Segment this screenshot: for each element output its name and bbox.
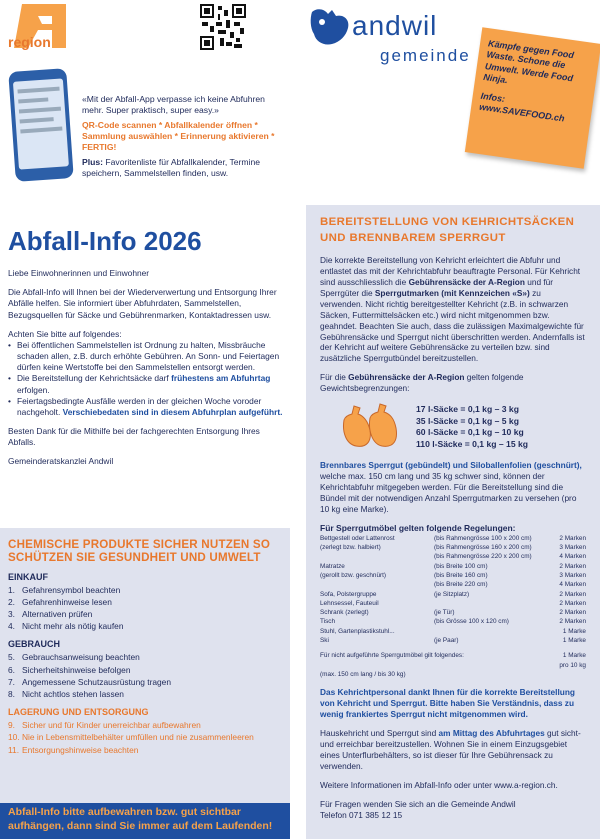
table-row: Schrank (zerlegt) (je Tür) 2 Marken [320,609,586,617]
list-item: • Bei öffentlichen Sammelstellen ist Ordnung zu halten, Missbräuche schaden allen, z.B. durch erhöhte Gebühren. An Sonn- und Feiertagen dürfen keine Wertstoffe bei den Sammelstellen entsorgt werden. [8,340,284,374]
list-item: 11. Entsorgungshinweise beachten [8,744,139,755]
table-row: Für nicht aufgeführte Sperrgutmöbel gilt folgendes: 1 Marke pro 10 kg [320,652,586,669]
table-row: (bis Breite 220 cm) 4 Marken [434,581,586,589]
staff-thanks: Das Kehrichtpersonal dankt Ihnen für die korrekte Bereitstellung von Kehricht und Sperrgut. Bitte haben Sie Verständnis, dass zu wenig frankiertes Sperrgut nicht mitgenommen wird. [320,687,575,719]
lagerung-heading: LAGERUNG UND ENTSORGUNG [8,707,149,718]
table-row: Lehnsessel, Fauteuil 2 Marken [320,599,586,607]
disposal-paragraph: Die korrekte Bereitstellung von Kehricht erleichtert die Abfuhr und entlastet das mit der Kehrichtabfuhr beauftragte Personal. Für Kehricht sind ausschliesslich die Gebührensäcke der A-Region und für Sperrgüter die Sperrgutmarken (mit Kennzeichen «S») zu verwenden. Nicht richtig bereitgestellter Kehricht (z.B. in schwarzen Säcken, Futtermittelsäcken etc.) wird nicht mitgenommen bzw. geahndet. Beachten Sie auch, dass die zulässigen Maximalgewichte für Gebührensäcke und Sperrgut nicht überschritten werden. Andernfalls ist der Kehricht auf weitere Gebührensäcke zu verteilen bzw. sind zusätzliche Sperrgutbündel bereitzustellen. [320,254,585,364]
list-item: 8. Nicht achtlos stehen lassen [8,688,124,699]
weight-intro: Für die Gebührensäcke der A-Region gelten folgende Gewichtsbegrenzungen: [320,372,524,394]
list-item: 2. Gefahrenhinweise lesen [8,596,112,607]
contact-phone: Telefon 071 385 12 15 [320,809,403,820]
table-row: Ski (je Paar) 1 Marke [320,636,586,644]
keep-info-banner: Abfall-Info bitte aufbewahren bzw. gut sichtbar aufhängen, dann sind Sie immer auf dem Laufenden! [0,803,290,839]
gebrauch-heading: GEBRAUCH [8,639,61,650]
list-item: 6. Sicherheitshinweise befolgen [8,664,131,675]
food-waste-sticky-note [465,27,600,168]
table-row: (gerollt bzw. geschnürt) (bis Breite 160 cm) 3 Marken [320,572,586,579]
list-item: 9. Sicher und für Kinder unerreichbar aufbewahren [8,720,201,731]
bag-weight-row: 35 l-Säcke = 0,1 kg – 5 kg [416,415,519,426]
list-item: 5. Gebrauchsanweisung beachten [8,652,140,663]
table-row: (max. 150 cm lang / bis 30 kg) [320,670,406,678]
garbage-bags-icon [340,402,400,448]
thanks-paragraph: Besten Dank für die Mithilfe bei der fachgerechten Entsorgung Ihres Abfalls. [8,426,260,448]
furniture-rules-table [320,534,586,679]
list-item: 3. Alternativen prüfen [8,609,93,620]
page-title: Abfall-Info 2026 [8,226,202,256]
einkauf-heading: EINKAUF [8,571,48,582]
bag-weight-row: 17 l-Säcke = 0,1 kg – 3 kg [416,404,519,415]
list-item: 4. Nicht mehr als nötig kaufen [8,621,124,632]
andwil-subtitle: gemeinde [380,46,471,65]
table-row: Tisch (bis Grösse 100 x 120 cm) 2 Marken [320,618,586,626]
greeting: Liebe Einwohnerinnen und Einwohner [8,268,150,278]
app-steps: QR-Code scannen * Abfallkalender öffnen * Sammlung auswählen * Erinnerung aktivieren * FERTIG! [82,120,275,152]
table-row: (bis Rahmengrösse 220 x 200 cm) 4 Marken [434,553,586,561]
app-quote: «Mit der Abfall-App verpasse ich keine Abfuhren mehr. Super praktisch, super easy.» [82,94,265,115]
bag-weights [320,402,586,452]
bag-weight-row: 110 l-Säcke = 0,1 kg – 15 kg [416,438,529,449]
list-item: • Die Bereitstellung der Kehrichtsäcke darf frühestens am Abfuhrtag erfolgen. [8,373,284,395]
table-row: Sofa, Polstergruppe (je Sitzplatz) 2 Marken [320,590,586,598]
qr-code-icon[interactable] [200,4,246,50]
disposal-panel [306,205,600,839]
region-logo-text: region [8,34,51,50]
table-row: (zerlegt bzw. halbiert) (bis Rahmengrösse 160 x 200 cm) 3 Marken [320,544,586,552]
app-promo [82,94,282,179]
andwil-title: andwil [352,10,438,41]
table-row: Matratze (bis Breite 100 cm) 2 Marken [320,562,586,570]
chemicals-title: CHEMISCHE PRODUKTE SICHER NUTZEN SO SCHÜTZEN SIE GESUNDHEIT UND UMWELT [8,538,271,565]
bulky-waste-paragraph: Brennbares Sperrgut (gebündelt) und Siloballenfolien (geschnürt), welche max. 150 cm lang und 35 kg schwer sind, können der Kehrichtabfuhr mitgegeben werden. Für die Bereitstellung sind die Bündel mit der notwendigen Anzahl Sperrgutmarken zu versehen (pro 10 kg eine Marke). [320,460,582,514]
app-plus-text: Favoritenliste für Abfallkalender, Termine speichern, Sammelstellen finden, usw. [82,157,261,178]
sticky-note-info-link[interactable]: Infos: www.SAVEFOOD.ch [478,90,566,124]
table-row: Bettgestell oder Lattenrost (bis Rahmengrösse 100 x 200 cm) 2 Marken [320,534,586,542]
intro-text [8,268,284,476]
phone-app-image [8,68,74,182]
list-item: 7. Angemessene Schutzausrüstung tragen [8,676,171,687]
table-row: Stuhl, Gartenplastikstuhl... 1 Marke [320,627,586,635]
list-item: 1. Gefahrensymbol beachten [8,584,121,595]
disposal-title: BEREITSTELLUNG VON KEHRICHTSÄCKEN UND BRENNBAREM SPERRGUT [320,216,575,244]
more-info-link[interactable]: Weitere Informationen im Abfall-Info oder unter www.a-region.ch. [320,779,558,790]
signature: Gemeinderatskanzlei Andwil [8,456,114,467]
furniture-rules-heading: Für Sperrgutmöbel gelten folgende Regelungen: [320,522,516,533]
chemicals-panel [0,528,290,827]
app-plus-label: Plus: [82,157,104,167]
bag-weight-row: 60 l-Säcke = 0,1 kg – 10 kg [416,427,524,438]
list-item: 10. Nie in Lebensmittelbehälter umfüllen und nie zusammenleeren [8,732,254,743]
list-item: • Feiertagsbedingte Ausfälle werden in der gleichen Woche voroder nachgeholt. Verschiebedaten sind in diesem Abfuhrplan aufgeführt. [8,396,284,418]
contact-line: Für Fragen wenden Sie sich an die Gemeinde Andwil [320,798,516,809]
sticky-note-text: Kämpfe gegen Food Waste. Schone die Umwelt. Werde Food Ninja. [482,38,575,86]
attention-heading: Achten Sie bitte auf folgendes: [8,328,122,339]
intro-paragraph: Die Abfall-Info will Ihnen bei der Wiederverwertung und Entsorgung Ihrer Abfälle helfen. Sie informiert über Abfuhrdaten, Sammelstellen, Bezugsquellen für Säcke und Gebührenmarken, Kontaktadressen usw. [8,287,277,320]
pickup-time-paragraph: Hauskehricht und Sperrgut sind am Mittag des Abfuhrtages gut sicht- und erreichbar bereitzustellen. Wohnen Sie in einem Einzugsgebiet eines Unterflurbehälters, so ist dieser für Ihre Gebührensack zu verwenden. [320,727,581,771]
andwil-bear-logo-icon [306,6,352,48]
